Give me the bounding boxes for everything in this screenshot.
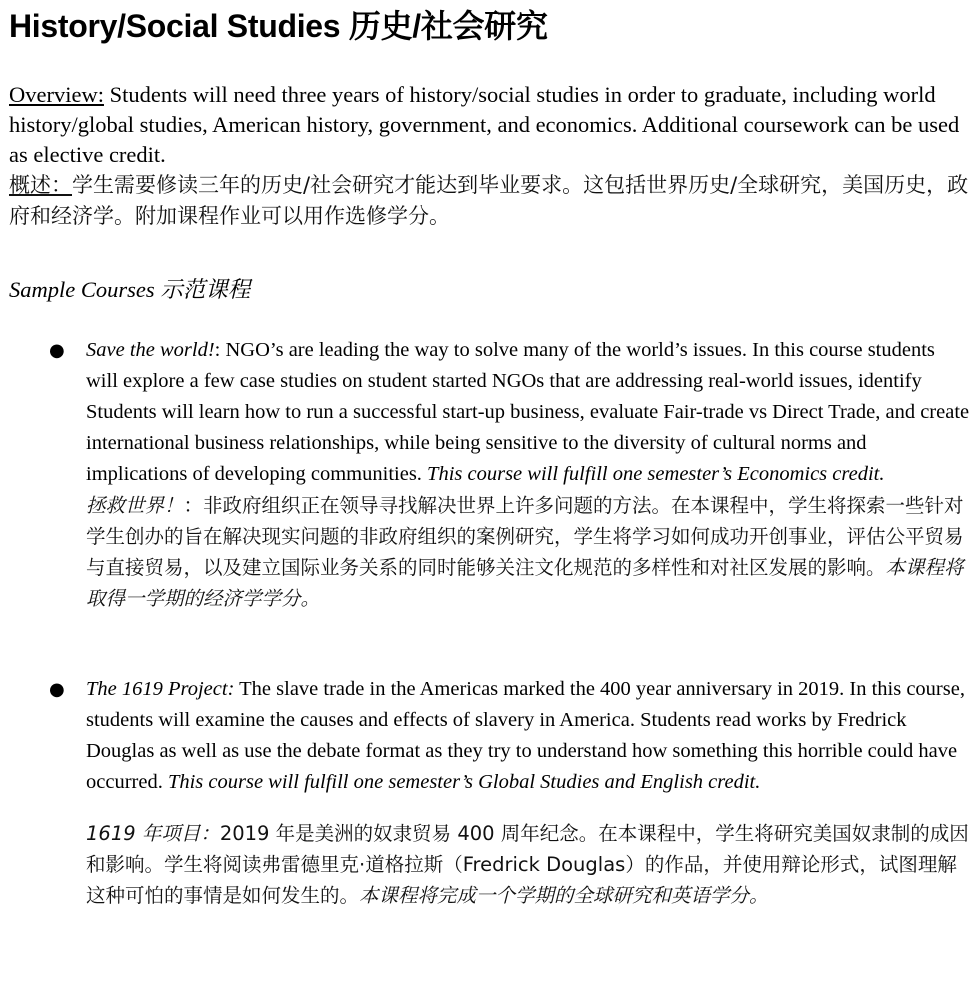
course-english: [86, 335, 971, 490]
course-desc-en: : NGO’s are leading the way to solve many of the world’s issues. In this course students will explore a few case studies on student started NGOs that are addressing real-world issues, identify Students will learn how to run a successful start-up business, evaluate Fair-trade vs Direct Trade, and create international business relationships, while being sensitive to the diversity of cultural norms and implications of developing communities.: [86, 339, 970, 485]
course-item-1619-project: [49, 674, 971, 911]
course-credit-en: This course will fulfill one semester’s Global Studies and English credit.: [167, 771, 761, 793]
course-credit-zh: 本课程将取得一学期的经济学学分。: [86, 556, 964, 610]
course-name-zh: 1619 年项目：: [86, 822, 220, 845]
course-chinese: [86, 818, 971, 911]
overview-label-zh: 概述：: [9, 173, 72, 197]
bullet-icon: ●: [49, 679, 65, 700]
course-english: [86, 674, 971, 798]
course-desc-zh: ：非政府组织正在领导寻找解决世界上许多问题的方法。在本课程中，学生将探索一些针对学生创办的旨在解决现实问题的非政府组织的案例研究，学生将学习如何成功开创事业，评估公平贸易与直接贸易，以及建立国际业务关系的同时能够关注文化规范的多样性和对社区发展的影响。: [86, 494, 964, 579]
overview-text-zh: 学生需要修读三年的历史/社会研究才能达到毕业要求。这包括世界历史/全球研究，美国历史，政府和经济学。附加课程作业可以用作选修学分。: [9, 173, 969, 228]
course-name-zh: 拯救世界！: [86, 494, 184, 517]
sample-courses-heading: Sample Courses 示范课程: [9, 277, 251, 302]
course-name-en: The 1619 Project:: [86, 678, 235, 700]
course-name-en: Save the world!: [86, 339, 215, 361]
course-desc-en: The slave trade in the Americas marked the 400 year anniversary in 2019. In this course, students will examine the causes and effects of slavery in America. Students read works by Fredrick Douglas as well as use the debate format as they try to understand how something this horrible could have occurred.: [86, 678, 965, 793]
course-item-save-the-world: [49, 335, 971, 614]
overview-text-en: Students will need three years of history/social studies in order to graduate, including world history/global studies, American history, government, and economics. Additional coursework can be used as elective credit.: [9, 82, 960, 167]
course-credit-en: This course will fulfill one semester’s Economics credit.: [427, 463, 885, 485]
overview-label-en: Overview:: [9, 82, 104, 107]
course-chinese: [86, 490, 971, 614]
course-credit-zh: 本课程将完成一个学期的全球研究和英语学分。: [359, 884, 769, 907]
overview-section: [9, 80, 971, 232]
page-title: History/Social Studies 历史/社会研究: [9, 8, 548, 44]
course-desc-zh: 2019 年是美洲的奴隶贸易 400 周年纪念。在本课程中，学生将研究美国奴隶制的成因和影响。学生将阅读弗雷德里克·道格拉斯（Fredrick Douglas）的作品，并使用辩论形式，试图理解这种可怕的事情是如何发生的。: [86, 822, 969, 907]
bullet-icon: ●: [49, 340, 65, 361]
overview-chinese: [9, 170, 971, 232]
overview-english: [9, 80, 971, 170]
